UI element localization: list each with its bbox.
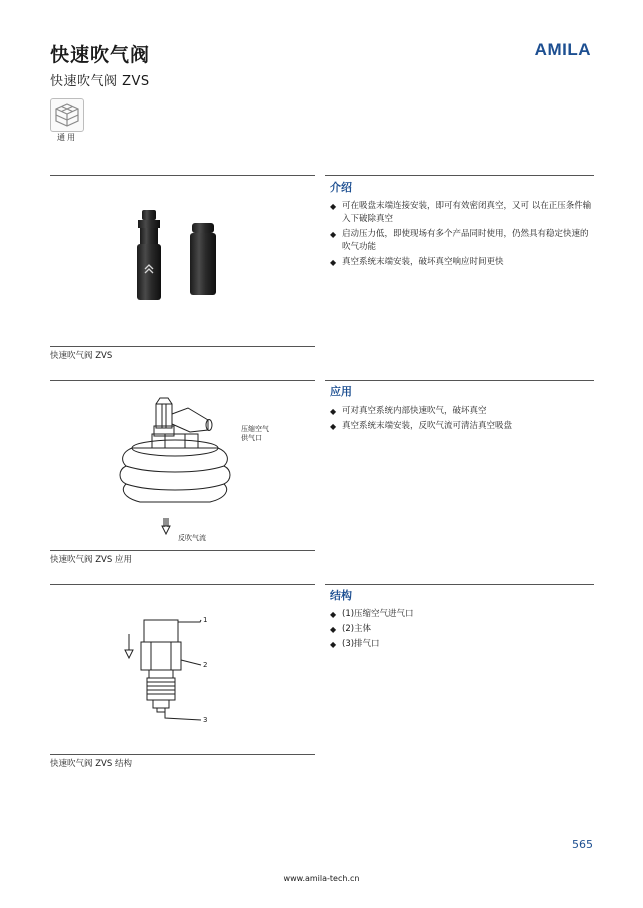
structure-heading: 结构 (330, 589, 352, 602)
photo-caption: 快速吹气阀 ZVS (50, 351, 113, 361)
intro-heading: 介绍 (330, 181, 352, 194)
page-title: 快速吹气阀 (50, 44, 151, 66)
structure-diagram (115, 610, 215, 730)
list-item: ◆ (3)排气口 (330, 639, 380, 649)
structure-list (330, 608, 595, 653)
diamond-bullet-icon: ◆ (330, 258, 337, 267)
divider (50, 380, 315, 381)
cube-grid-icon (51, 99, 83, 131)
universal-badge (50, 98, 84, 132)
divider (325, 380, 594, 381)
list-item: ◆ (1)压缩空气进气口 (330, 609, 414, 619)
diamond-bullet-icon: ◆ (330, 422, 337, 431)
product-photo (120, 205, 230, 305)
struct-label-2: 2 (203, 661, 208, 669)
brand-logo: AMILA (534, 40, 591, 59)
footer-url: www.amila-tech.cn (283, 874, 360, 883)
application-diagram (110, 390, 250, 540)
intro-list (330, 200, 595, 271)
divider (325, 175, 594, 176)
app-label-backflow: 反吹气流 (178, 534, 206, 542)
application-caption: 快速吹气阀 ZVS 应用 (50, 555, 132, 565)
list-item: ◆ 可在吸盘末端连接安装，即可有效密闭真空，又可 以在正压条件输入下破除真空 (330, 201, 592, 224)
app-label-port: 供气口 (241, 434, 262, 442)
page-subtitle: 快速吹气阀 ZVS (50, 74, 150, 89)
diamond-bullet-icon: ◆ (330, 625, 337, 634)
diamond-bullet-icon: ◆ (330, 230, 337, 239)
structure-caption: 快速吹气阀 ZVS 结构 (50, 759, 132, 769)
list-item: ◆ 可对真空系统内部快速吹气，破坏真空 (330, 406, 487, 416)
diamond-bullet-icon: ◆ (330, 407, 337, 416)
app-label-air: 压缩空气 (241, 425, 269, 433)
divider (50, 754, 315, 755)
diamond-bullet-icon: ◆ (330, 202, 337, 211)
struct-label-1: 1 (203, 616, 208, 624)
badge-label: 通用 (57, 133, 77, 142)
diamond-bullet-icon: ◆ (330, 610, 337, 619)
divider (50, 175, 315, 176)
list-item: ◆ (2)主体 (330, 624, 372, 634)
struct-label-3: 3 (203, 716, 208, 724)
divider (50, 346, 315, 347)
list-item: ◆ 真空系统末端安装，破坏真空响应时间更快 (330, 257, 504, 267)
list-item: ◆ 启动压力低，即使现场有多个产品同时使用，仍然具有稳定快速的吹气功能 (330, 229, 589, 252)
page-number: 565 (572, 838, 593, 851)
divider (50, 584, 315, 585)
application-list (330, 405, 595, 435)
divider (325, 584, 594, 585)
divider (50, 550, 315, 551)
diamond-bullet-icon: ◆ (330, 640, 337, 649)
application-heading: 应用 (330, 385, 352, 398)
list-item: ◆ 真空系统末端安装，反吹气流可清洁真空吸盘 (330, 421, 513, 431)
